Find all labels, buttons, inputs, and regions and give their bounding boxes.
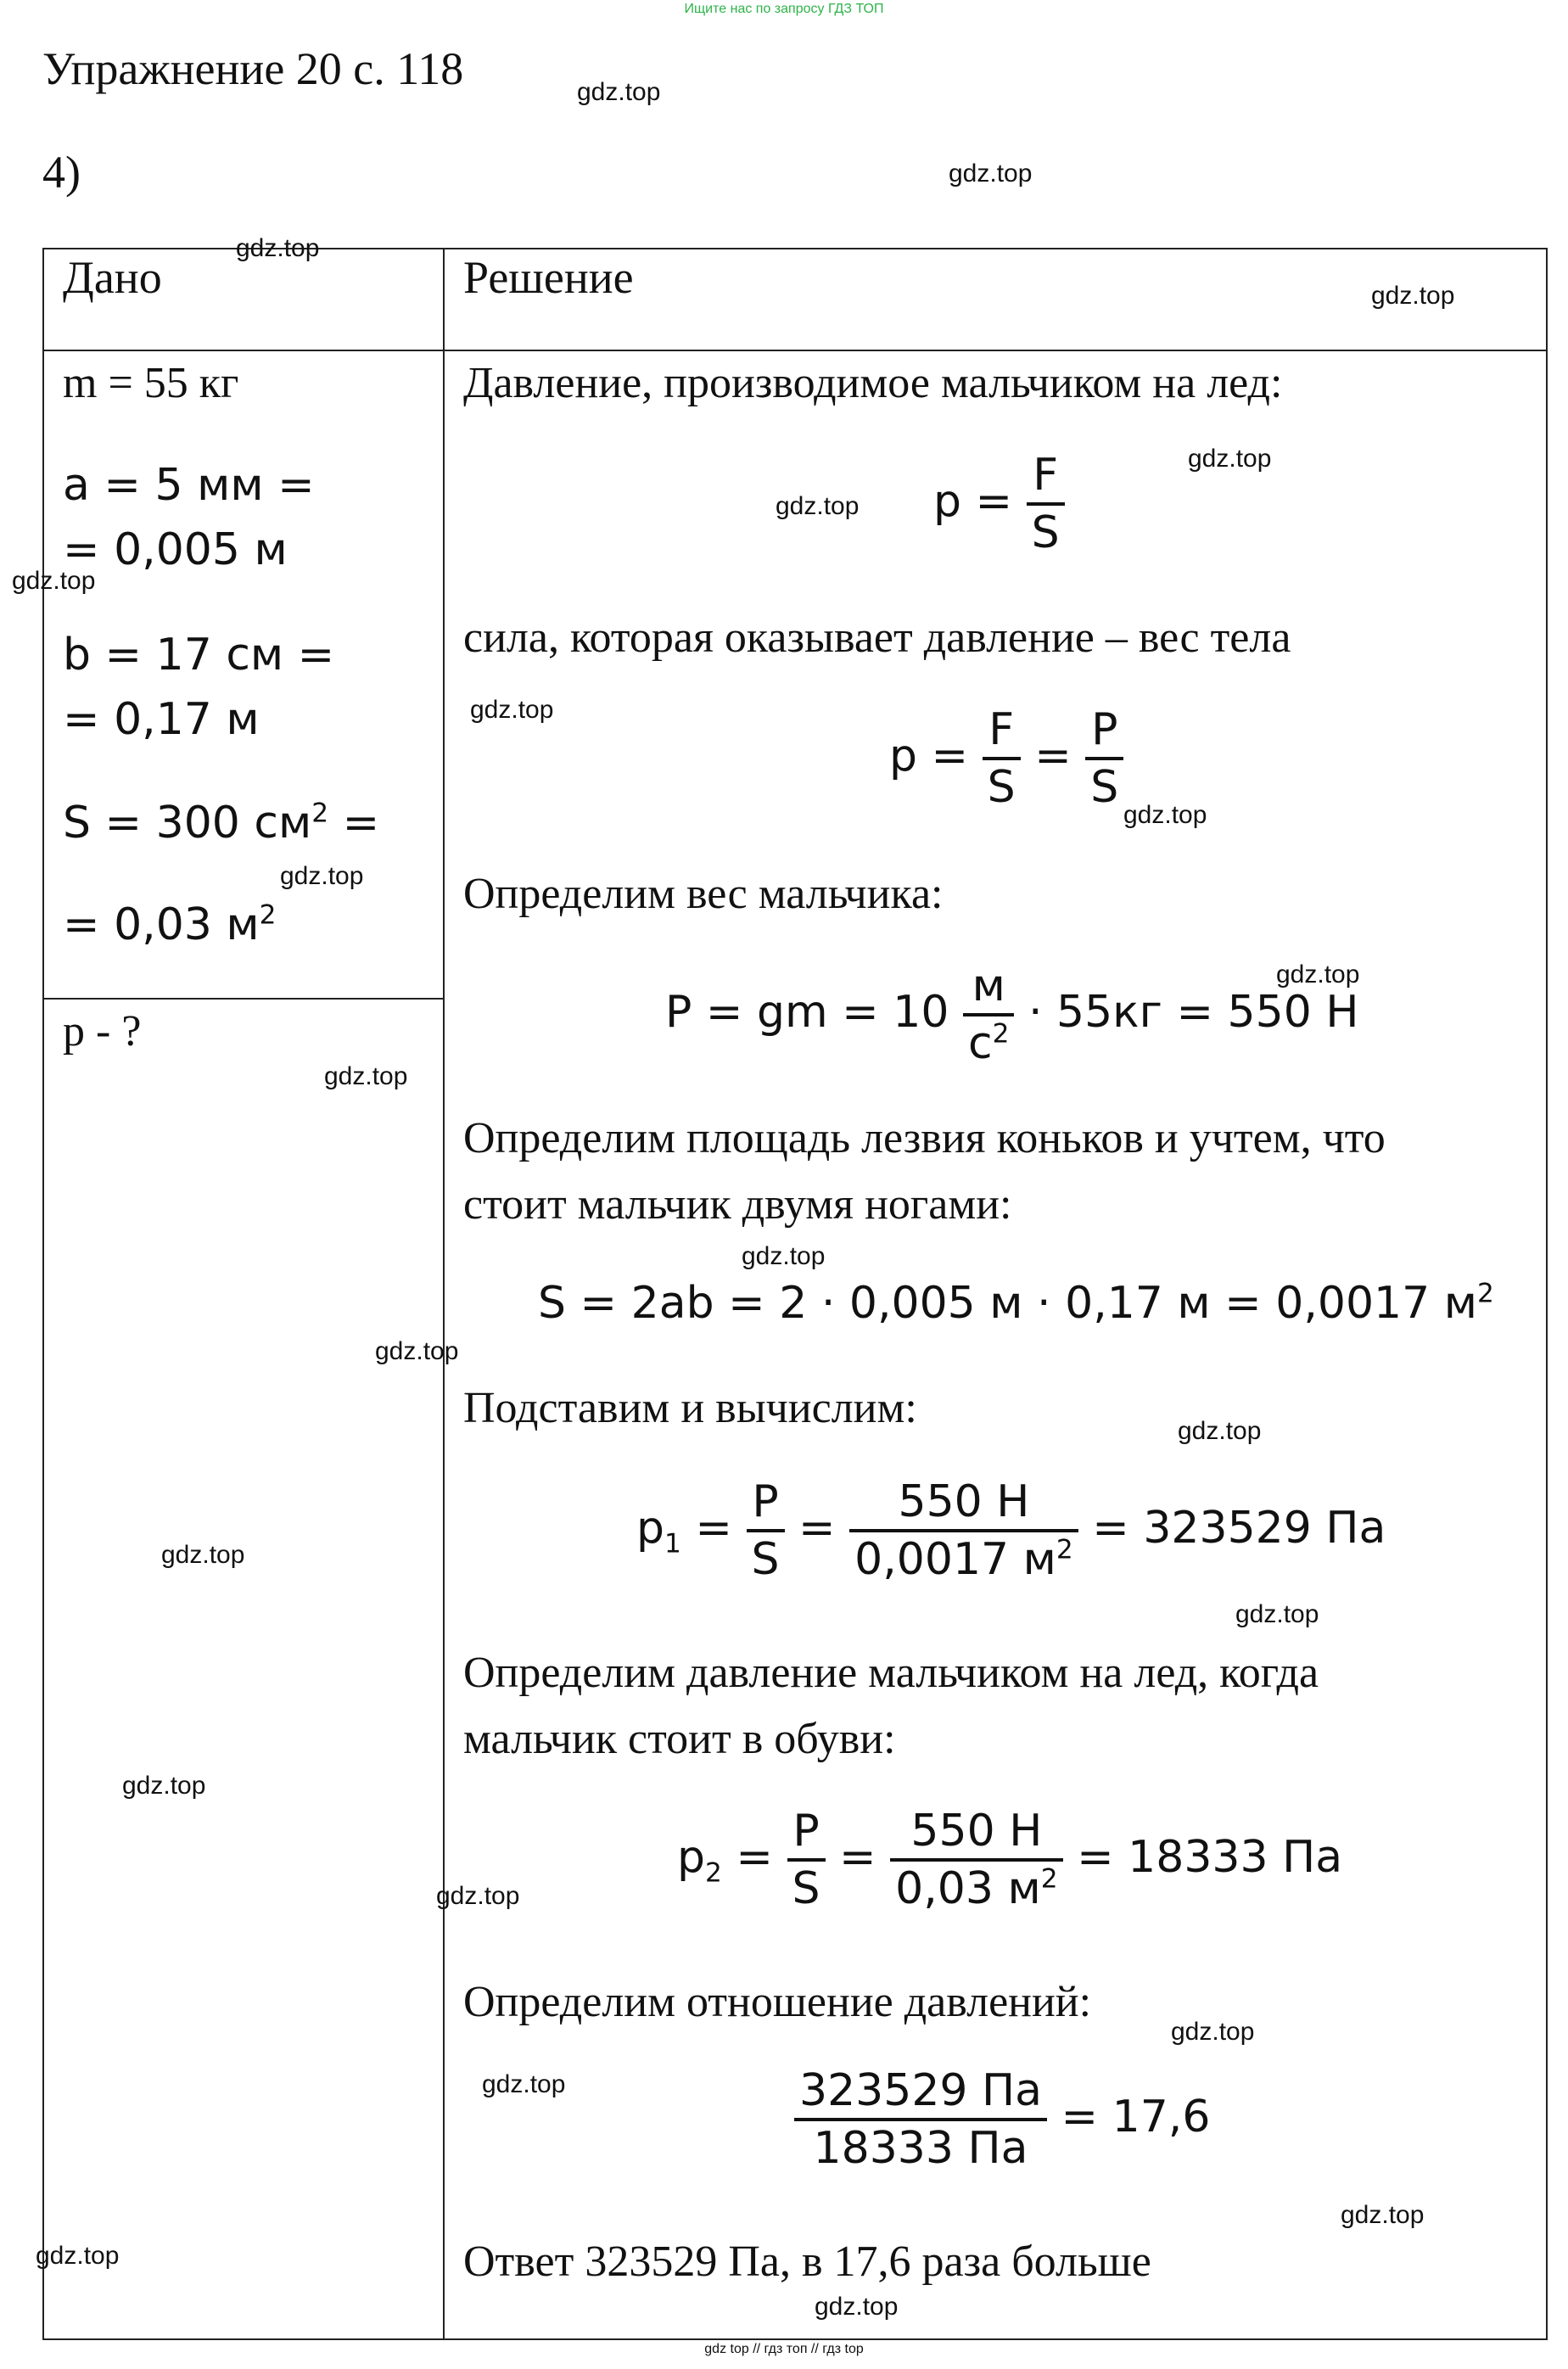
- header-given: Дано: [63, 252, 162, 303]
- solution-line-5: Подставим и вычислим:: [463, 1384, 917, 1432]
- formula-area: S = 2ab = 2 · 0,005 м · 0,17 м = 0,0017 $м^2$: [538, 1278, 1494, 1329]
- watermark: gdz.top: [236, 234, 320, 262]
- solution-line-6b: мальчик стоит в обуви:: [463, 1715, 896, 1763]
- solution-line-6a: Определим давление мальчиком на лед, когда: [463, 1649, 1319, 1697]
- top-promo-note: Ищите нас по запросу ГДЗ ТОП: [684, 2, 884, 16]
- watermark: gdz.top: [949, 160, 1033, 188]
- table-border-left-lower: [42, 1490, 44, 2340]
- formula-pressure-skates: $p_1$ = $\frac{P}{S}$ = $\frac{550 Н}{0,0017 м^2}$ = 323529 Па: [636, 1476, 1386, 1585]
- given-b-line1: b = 17 см =: [63, 630, 335, 680]
- given-find-divider: [42, 998, 445, 1000]
- formula-ratio: $\frac{323529 Па}{18333 Па}$ = 17,6: [794, 2064, 1210, 2176]
- watermark: gdz.top: [1276, 960, 1360, 988]
- watermark: gdz.top: [1235, 1600, 1319, 1628]
- watermark: gdz.top: [482, 2070, 566, 2098]
- header-solution: Решение: [463, 252, 634, 303]
- formula-weight: P = gm = 10 $\frac{м}{с^2}$ · 55кг = 550 Н: [665, 960, 1359, 1069]
- given-area-line2: = 0,03 $м^2$: [63, 899, 277, 950]
- solution-line-2: сила, которая оказывает давление – вес тела: [463, 613, 1291, 662]
- watermark: gdz.top: [1123, 801, 1207, 829]
- given-a-line2: = 0,005 м: [63, 524, 288, 575]
- watermark: gdz.top: [161, 1541, 245, 1569]
- answer-line: Ответ 323529 Па, в 17,6 раза больше: [463, 2237, 1151, 2286]
- watermark: gdz.top: [1188, 445, 1272, 473]
- watermark: gdz.top: [742, 1242, 826, 1270]
- given-a-line1: a = 5 мм =: [63, 460, 315, 511]
- part-number: 4): [42, 147, 81, 198]
- given-b-line2: = 0,17 м: [63, 694, 260, 745]
- formula-pressure: p = $\frac{F}{S}$: [933, 448, 1065, 560]
- watermark: gdz.top: [375, 1337, 459, 1365]
- watermark: gdz.top: [577, 78, 661, 106]
- watermark: gdz.top: [122, 1772, 206, 1800]
- solution-line-3: Определим вес мальчика:: [463, 870, 944, 918]
- table-border-bottom: [42, 2338, 1548, 2340]
- watermark: gdz.top: [815, 2293, 899, 2321]
- solution-line-7: Определим отношение давлений:: [463, 1978, 1092, 2026]
- bottom-footer-note: gdz top // гдз топ // гдз top: [704, 2342, 864, 2356]
- table-border-right: [1546, 248, 1548, 2340]
- watermark: gdz.top: [12, 567, 96, 595]
- watermark: gdz.top: [36, 2242, 120, 2270]
- exercise-title: Упражнение 20 с. 118: [42, 43, 464, 94]
- solution-line-4a: Определим площадь лезвия коньков и учтем, что: [463, 1114, 1386, 1162]
- watermark: gdz.top: [324, 1062, 408, 1090]
- watermark: gdz.top: [1341, 2201, 1425, 2229]
- watermark: gdz.top: [1178, 1417, 1262, 1445]
- watermark: gdz.top: [470, 696, 554, 724]
- watermark: gdz.top: [776, 492, 860, 520]
- formula-pressure-shoes: $p_2$ = $\frac{P}{S}$ = $\frac{550 Н}{0,03 м^2}$ = 18333 Па: [677, 1806, 1343, 1914]
- table-header-divider: [42, 350, 1548, 351]
- watermark: gdz.top: [1171, 2018, 1255, 2046]
- solution-line-1: Давление, производимое мальчиком на лед:: [463, 359, 1283, 407]
- watermark: gdz.top: [1371, 282, 1455, 310]
- given-area-line1: S = 300 $см^2$ =: [63, 798, 380, 848]
- watermark: gdz.top: [280, 862, 364, 890]
- formula-pressure-weight: p = $\frac{F}{S}$ = $\frac{P}{S}$: [889, 703, 1123, 815]
- table-column-divider: [443, 248, 445, 2340]
- watermark: gdz.top: [436, 1882, 520, 1910]
- solution-line-4b: стоит мальчик двумя ногами:: [463, 1180, 1012, 1229]
- table-border-left: [42, 248, 44, 1492]
- find-pressure: p - ?: [63, 1007, 142, 1056]
- given-mass: m = 55 кг: [63, 359, 239, 407]
